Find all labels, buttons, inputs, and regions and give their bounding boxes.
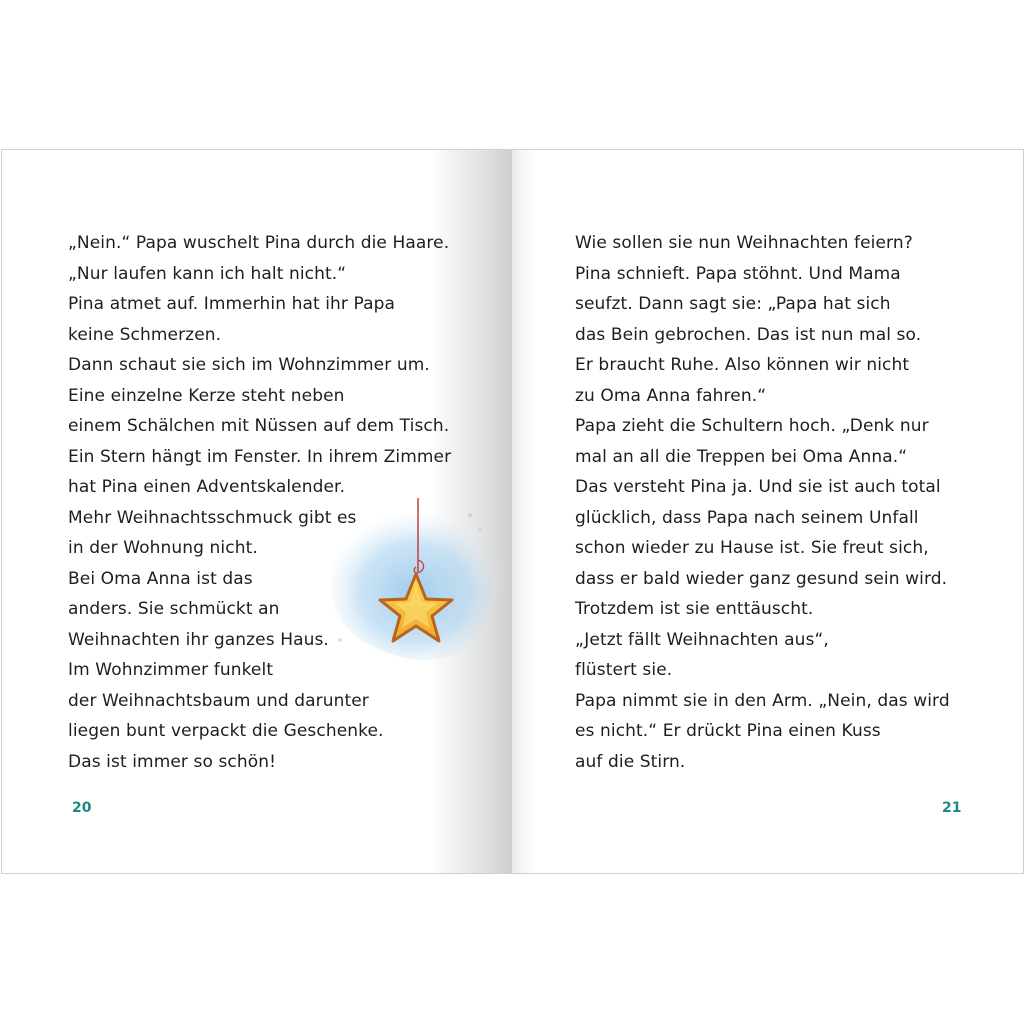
text-line: der Weihnachtsbaum und darunter	[68, 690, 369, 711]
text-line: mal an all die Treppen bei Oma Anna.“	[575, 446, 908, 467]
hanging-star-icon	[320, 490, 510, 680]
text-line: Wie sollen sie nun Weihnachten feiern?	[575, 233, 913, 253]
text-line: liegen bunt verpackt die Geschenke.	[68, 721, 384, 741]
text-line: das Bein gebrochen. Das ist nun mal so.	[575, 324, 922, 345]
text-line: Trotzdem ist sie enttäuscht.	[575, 599, 814, 619]
text-line: Ein Stern hängt im Fenster. In ihrem Zimmer	[68, 446, 452, 467]
book-spread	[1, 149, 1024, 874]
text-line: hat Pina einen Adventskalender.	[68, 477, 346, 497]
text-line: Im Wohnzimmer funkelt	[68, 660, 274, 680]
text-line: glücklich, dass Papa nach seinem Unfall	[575, 507, 919, 528]
left-page	[2, 150, 512, 873]
text-line: in der Wohnung nicht.	[68, 538, 258, 558]
text-line: Papa zieht die Schultern hoch. „Denk nur	[575, 416, 929, 436]
text-line: schon wieder zu Hause ist. Sie freut sich,	[575, 538, 929, 558]
text-line: anders. Sie schmückt an	[68, 599, 280, 619]
text-line: Er braucht Ruhe. Also können wir nicht	[575, 355, 910, 375]
text-line: Mehr Weihnachtsschmuck gibt es	[68, 507, 357, 528]
right-page-text	[575, 228, 950, 777]
text-line: seufzt. Dann sagt sie: „Papa hat sich	[575, 294, 891, 314]
text-line: Das ist immer so schön!	[68, 751, 277, 772]
text-line: „Nein.“ Papa wuschelt Pina durch die Haare.	[68, 233, 450, 253]
text-line: dass er bald wieder ganz gesund sein wird.	[575, 568, 948, 589]
text-line: Eine einzelne Kerze steht neben	[68, 385, 345, 406]
text-line: Papa nimmt sie in den Arm. „Nein, das wird	[575, 690, 950, 711]
right-page	[512, 150, 1023, 873]
text-line: auf die Stirn.	[575, 751, 686, 772]
text-line: „Jetzt fällt Weihnachten aus“,	[575, 629, 829, 650]
page-number-right: 21	[942, 800, 962, 816]
text-line: Das versteht Pina ja. Und sie ist auch total	[575, 477, 941, 497]
text-line: einem Schälchen mit Nüssen auf dem Tisch.	[68, 416, 450, 436]
text-line: zu Oma Anna fahren.“	[575, 385, 767, 406]
text-line: „Nur laufen kann ich halt nicht.“	[68, 263, 347, 284]
text-line: keine Schmerzen.	[68, 324, 222, 345]
text-line: Pina atmet auf. Immerhin hat ihr Papa	[68, 294, 396, 314]
page-number-left: 20	[72, 800, 92, 816]
text-line: Weihnachten ihr ganzes Haus.	[68, 629, 329, 650]
text-line: es nicht.“ Er drückt Pina einen Kuss	[575, 721, 881, 741]
text-line: Dann schaut sie sich im Wohnzimmer um.	[68, 355, 430, 375]
text-line: Pina schnieft. Papa stöhnt. Und Mama	[575, 263, 901, 284]
text-line: flüstert sie.	[575, 660, 673, 680]
text-line: Bei Oma Anna ist das	[68, 568, 253, 589]
